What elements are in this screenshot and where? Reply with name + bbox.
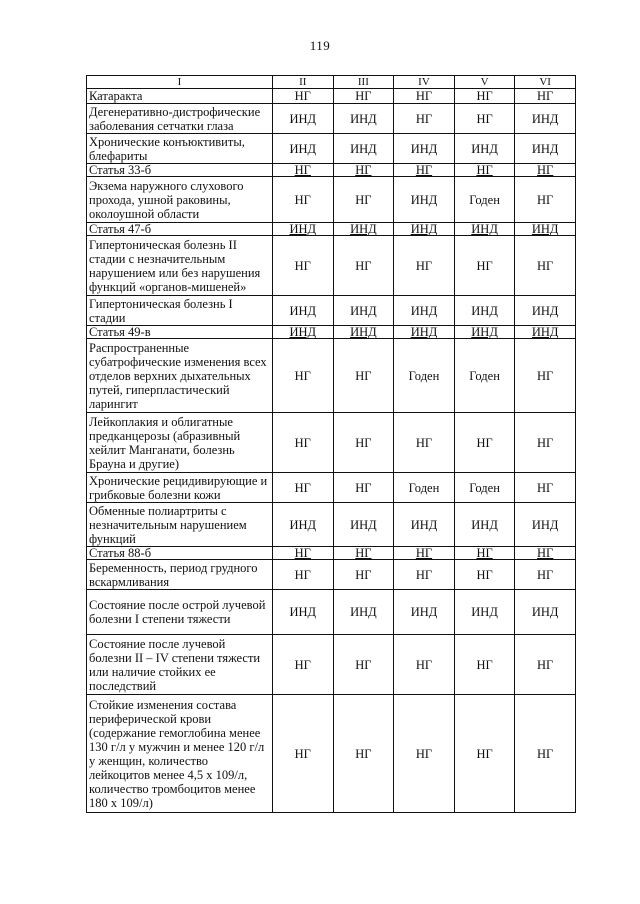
- verdict-cell: НГ: [394, 104, 455, 134]
- table-row: [87, 326, 576, 339]
- verdict-cell: НГ: [515, 177, 576, 223]
- verdict-cell: НГ: [273, 695, 334, 813]
- verdict-cell: ИНД: [515, 503, 576, 547]
- verdict-cell: ИНД: [454, 134, 515, 164]
- verdict-cell: НГ: [333, 339, 394, 413]
- verdict-cell: НГ: [454, 236, 515, 296]
- header-cell-1: I: [87, 76, 273, 89]
- verdict-cell: НГ: [515, 473, 576, 503]
- table-row: [87, 590, 576, 635]
- table-row: [87, 503, 576, 547]
- header-row: [87, 76, 576, 89]
- condition-cell: Хронические конъюктивиты, блефариты: [87, 134, 273, 164]
- verdict-cell: НГ: [273, 413, 334, 473]
- verdict-cell: ИНД: [333, 223, 394, 236]
- verdict-cell: НГ: [454, 413, 515, 473]
- condition-cell: Статья 33-б: [87, 164, 273, 177]
- verdict-cell: ИНД: [515, 296, 576, 326]
- verdict-cell: ИНД: [273, 134, 334, 164]
- verdict-cell: НГ: [333, 695, 394, 813]
- verdict-cell: НГ: [273, 473, 334, 503]
- table-row: [87, 164, 576, 177]
- verdict-cell: ИНД: [273, 104, 334, 134]
- verdict-cell: НГ: [515, 89, 576, 104]
- verdict-cell: ИНД: [394, 590, 455, 635]
- verdict-cell: НГ: [333, 560, 394, 590]
- verdict-cell: ИНД: [333, 326, 394, 339]
- condition-cell: Катаракта: [87, 89, 273, 104]
- verdict-cell: НГ: [333, 473, 394, 503]
- verdict-cell: ИНД: [454, 296, 515, 326]
- verdict-cell: НГ: [333, 635, 394, 695]
- verdict-cell: ИНД: [394, 177, 455, 223]
- condition-cell: Дегенеративно-дистрофические заболевания сетчатки глаза: [87, 104, 273, 134]
- verdict-cell: ИНД: [394, 503, 455, 547]
- fitness-category-table: [86, 75, 576, 813]
- table-row: [87, 413, 576, 473]
- verdict-cell: НГ: [333, 177, 394, 223]
- verdict-cell: ИНД: [273, 503, 334, 547]
- table-row: [87, 296, 576, 326]
- verdict-cell: НГ: [273, 547, 334, 560]
- verdict-cell: ИНД: [273, 326, 334, 339]
- verdict-cell: НГ: [515, 635, 576, 695]
- table-row: [87, 339, 576, 413]
- verdict-cell: Годен: [454, 339, 515, 413]
- verdict-cell: ИНД: [273, 223, 334, 236]
- verdict-cell: НГ: [273, 560, 334, 590]
- page-number: 119: [309, 38, 331, 53]
- verdict-cell: Годен: [454, 177, 515, 223]
- verdict-cell: НГ: [515, 164, 576, 177]
- verdict-cell: ИНД: [394, 134, 455, 164]
- verdict-cell: НГ: [515, 560, 576, 590]
- verdict-cell: НГ: [515, 695, 576, 813]
- condition-cell: Распространенные субатрофические изменения всех отделов верхних дыхательных путей, гиперпластический ларингит: [87, 339, 273, 413]
- verdict-cell: НГ: [515, 413, 576, 473]
- table-body: [87, 89, 576, 813]
- verdict-cell: НГ: [394, 413, 455, 473]
- verdict-cell: НГ: [333, 547, 394, 560]
- verdict-cell: НГ: [454, 164, 515, 177]
- verdict-cell: Годен: [454, 473, 515, 503]
- verdict-cell: ИНД: [515, 590, 576, 635]
- table-row: [87, 104, 576, 134]
- condition-cell: Состояние после острой лучевой болезни I степени тяжести: [87, 590, 273, 635]
- header-cell-3: III: [333, 76, 394, 89]
- verdict-cell: НГ: [515, 236, 576, 296]
- table-row: [87, 473, 576, 503]
- verdict-cell: НГ: [394, 164, 455, 177]
- header-cell-5: V: [454, 76, 515, 89]
- condition-cell: Лейкоплакия и облигатные предканцерозы (абразивный хейлит Манганати, болезнь Брауна и другие): [87, 413, 273, 473]
- verdict-cell: НГ: [454, 547, 515, 560]
- condition-cell: Статья 47-б: [87, 223, 273, 236]
- verdict-cell: НГ: [394, 547, 455, 560]
- condition-cell: Гипертоническая болезнь I стадии: [87, 296, 273, 326]
- condition-cell: Статья 49-в: [87, 326, 273, 339]
- verdict-cell: НГ: [273, 635, 334, 695]
- verdict-cell: ИНД: [333, 104, 394, 134]
- verdict-cell: ИНД: [515, 104, 576, 134]
- verdict-cell: НГ: [273, 177, 334, 223]
- verdict-cell: НГ: [515, 339, 576, 413]
- verdict-cell: ИНД: [515, 326, 576, 339]
- verdict-cell: НГ: [273, 339, 334, 413]
- header-cell-4: IV: [394, 76, 455, 89]
- condition-cell: Обменные полиартриты с незначительным нарушением функций: [87, 503, 273, 547]
- verdict-cell: НГ: [273, 236, 334, 296]
- condition-cell: Стойкие изменения состава периферической крови (содержание гемоглобина менее 130 г/л у мужчин и менее 120 г/л у женщин, количество лейкоцитов менее 4,5 х 109/л, количество тромбоцитов менее 180 х 109/л): [87, 695, 273, 813]
- verdict-cell: НГ: [394, 89, 455, 104]
- verdict-cell: ИНД: [515, 134, 576, 164]
- verdict-cell: ИНД: [394, 326, 455, 339]
- verdict-cell: ИНД: [333, 296, 394, 326]
- verdict-cell: НГ: [454, 560, 515, 590]
- verdict-cell: НГ: [394, 560, 455, 590]
- verdict-cell: НГ: [454, 635, 515, 695]
- table-row: [87, 223, 576, 236]
- table-row: [87, 89, 576, 104]
- table-row: [87, 547, 576, 560]
- condition-cell: Беременность, период грудного вскармливания: [87, 560, 273, 590]
- header-cell-6: VI: [515, 76, 576, 89]
- condition-cell: Хронические рецидивирующие и грибковые болезни кожи: [87, 473, 273, 503]
- condition-cell: Состояние после лучевой болезни II – IV степени тяжести или наличие стойких ее последствий: [87, 635, 273, 695]
- verdict-cell: ИНД: [454, 590, 515, 635]
- verdict-cell: ИНД: [394, 296, 455, 326]
- verdict-cell: НГ: [333, 236, 394, 296]
- verdict-cell: НГ: [394, 695, 455, 813]
- condition-cell: Экзема наружного слухового прохода, ушной раковины, околоушной области: [87, 177, 273, 223]
- verdict-cell: НГ: [273, 164, 334, 177]
- table-row: [87, 177, 576, 223]
- verdict-cell: ИНД: [333, 503, 394, 547]
- verdict-cell: ИНД: [273, 590, 334, 635]
- table-row: [87, 236, 576, 296]
- verdict-cell: НГ: [333, 89, 394, 104]
- verdict-cell: НГ: [515, 547, 576, 560]
- verdict-cell: ИНД: [454, 223, 515, 236]
- condition-cell: Гипертоническая болезнь II стадии с незначительным нарушением или без нарушения функций «органов-мишеней»: [87, 236, 273, 296]
- verdict-cell: Годен: [394, 339, 455, 413]
- verdict-cell: НГ: [333, 413, 394, 473]
- verdict-cell: ИНД: [273, 296, 334, 326]
- table-row: [87, 134, 576, 164]
- verdict-cell: НГ: [273, 89, 334, 104]
- verdict-cell: НГ: [333, 164, 394, 177]
- verdict-cell: ИНД: [333, 134, 394, 164]
- verdict-cell: ИНД: [333, 590, 394, 635]
- table-row: [87, 635, 576, 695]
- verdict-cell: НГ: [454, 695, 515, 813]
- verdict-cell: ИНД: [515, 223, 576, 236]
- table-row: [87, 560, 576, 590]
- header-cell-2: II: [273, 76, 334, 89]
- verdict-cell: НГ: [454, 89, 515, 104]
- condition-cell: Статья 88-б: [87, 547, 273, 560]
- verdict-cell: ИНД: [394, 223, 455, 236]
- table-row: [87, 695, 576, 813]
- verdict-cell: ИНД: [454, 503, 515, 547]
- verdict-cell: НГ: [454, 104, 515, 134]
- verdict-cell: ИНД: [454, 326, 515, 339]
- verdict-cell: Годен: [394, 473, 455, 503]
- verdict-cell: НГ: [394, 635, 455, 695]
- verdict-cell: НГ: [394, 236, 455, 296]
